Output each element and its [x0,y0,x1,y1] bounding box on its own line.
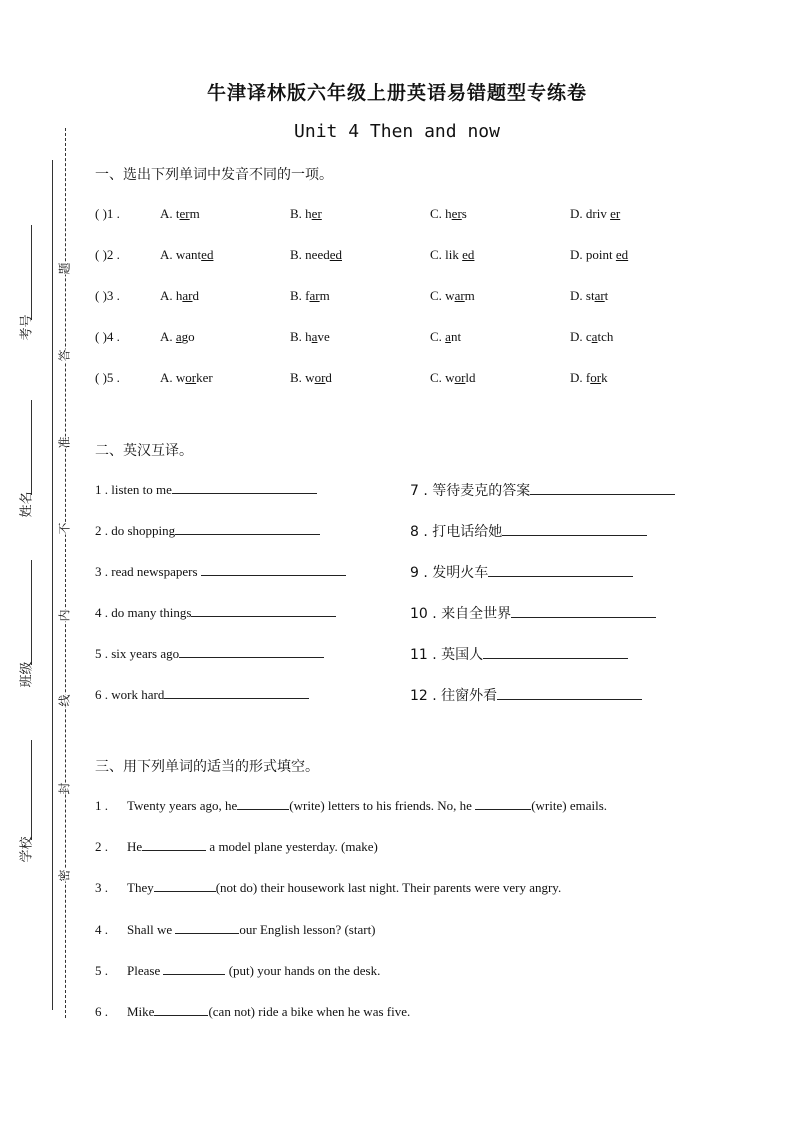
answer-blank[interactable] [488,564,633,577]
translation-item [95,563,346,580]
translation-prompt: 10 . 来自全世界 [410,606,512,622]
translation-item [410,521,647,541]
option-text: D. point [570,247,616,262]
translation-prompt: 6 . work hard [95,687,165,702]
page-subtitle: Unit 4 Then and now [294,121,500,142]
underlined-sound: or [454,370,466,385]
question-number: 4 . [95,921,108,937]
exam-number-field[interactable] [31,225,33,320]
answer-blank[interactable] [475,797,531,810]
translation-item [95,481,317,498]
phonics-option[interactable] [570,288,608,304]
question-number: 1 . [95,798,108,813]
option-text: B. need [290,247,330,262]
question-number: 3 . [95,880,108,896]
option-text: k [601,370,608,385]
section2-heading: 二、英汉互译。 [95,443,193,459]
translation-prompt: 3 . read newspapers [95,564,201,579]
school-field[interactable] [31,740,33,840]
phonics-option[interactable] [430,329,461,345]
answer-blank[interactable] [201,563,346,576]
option-text: D. f [570,370,591,385]
translation-item [95,522,320,539]
option-text: A. h [160,288,183,303]
seal-char: 准 [54,436,75,448]
option-text: C. h [430,206,452,221]
option-text: B. w [290,370,315,385]
underlined-sound: or [314,370,326,385]
phonics-option[interactable] [430,288,475,304]
answer-blank[interactable] [142,838,206,851]
translation-item [95,645,324,662]
class-label: 班级 [19,661,35,688]
option-text: C. lik [430,247,463,262]
translation-item [410,644,628,664]
sentence-text: He [127,839,143,855]
question-number: ( )3 . [95,288,120,303]
option-text: ve [317,329,330,344]
answer-blank[interactable] [191,604,336,617]
phonics-option[interactable] [290,329,330,345]
phonics-option[interactable] [160,329,195,345]
seal-char: 封 [54,782,75,794]
section1-heading: 一、选出下列单词中发音不同的一项。 [95,167,333,183]
phonics-option[interactable] [160,206,200,222]
option-text: d [192,288,199,303]
class-field[interactable] [31,560,33,665]
underlined-sound: er [179,206,190,221]
answer-blank[interactable] [502,523,647,536]
underlined-sound: ed [615,247,629,262]
option-text: m [464,288,475,303]
sentence-text: They [127,880,154,896]
answer-blank[interactable] [172,481,317,494]
option-text: C. w [430,370,455,385]
phonics-option[interactable] [160,370,213,386]
option-text: D. driv [570,206,611,221]
option-text: s [461,206,467,221]
exam-number-label: 考号 [19,314,35,341]
fill-blank-item [95,962,380,979]
answer-blank[interactable] [154,1003,208,1016]
underlined-sound: ar [182,288,193,303]
option-text: B. h [290,206,312,221]
translation-prompt: 8 . 打电话给她 [410,524,503,540]
option-text: D. st [570,288,595,303]
answer-blank[interactable] [163,962,225,975]
answer-blank[interactable] [497,687,642,700]
sentence-text: (write) emails. [531,798,608,813]
phonics-option[interactable] [290,206,322,222]
translation-item [410,562,633,582]
question-number: ( )2 . [95,247,120,262]
sentence-text: Twenty years ago, he [127,798,238,813]
answer-blank[interactable] [179,645,324,658]
seal-char: 题 [54,262,75,274]
option-text: B. f [290,288,310,303]
option-text: go [181,329,195,344]
answer-blank[interactable] [530,482,675,495]
phonics-option[interactable] [570,247,628,263]
translation-item [410,685,642,705]
translation-prompt: 9 . 发明火车 [410,565,489,581]
underlined-sound: er [610,206,621,221]
section3-heading: 三、用下列单词的适当的形式填空。 [95,759,319,775]
option-text: nt [450,329,462,344]
option-text: C. w [430,288,455,303]
option-text: A. [160,329,176,344]
option-text: C. [430,329,446,344]
fill-blank-item [95,797,607,814]
answer-blank[interactable] [237,797,289,810]
question-number: 2 . [95,839,108,855]
fill-blank-item [95,838,378,855]
question-number: ( )1 . [95,206,120,221]
phonics-option[interactable] [290,288,330,304]
underlined-sound: a [445,329,451,344]
option-text: B. h [290,329,312,344]
fill-blank-item [95,1003,410,1020]
answer-blank[interactable] [483,646,628,659]
sentence-text: Mike [127,1004,155,1019]
page-title: 牛津译林版六年级上册英语易错题型专练卷 [206,82,587,104]
phonics-option[interactable] [430,370,476,386]
underlined-sound: ar [454,288,465,303]
answer-blank[interactable] [511,605,656,618]
seal-char: 内 [54,609,75,621]
sentence-text: Please [127,962,164,978]
translation-prompt: 12 . 往窗外看 [410,688,498,704]
question-number: 6 . [95,1004,108,1019]
translation-prompt: 1 . listen to me [95,482,172,497]
phonics-option[interactable] [290,370,332,386]
binding-solid-line [52,160,53,1010]
sentence-text: our English lesson? (start) [239,921,376,937]
name-field[interactable] [31,400,33,495]
underlined-sound: ar [594,288,605,303]
sentence-text: a model plane yesterday. (make) [206,839,378,855]
fill-blank-item [95,921,376,938]
option-text: A. t [160,206,180,221]
phonics-option[interactable] [290,247,342,263]
translation-item [410,603,656,623]
underlined-sound: a [311,329,318,344]
translation-prompt: 11 . 英国人 [410,647,484,663]
underlined-sound: er [451,206,462,221]
underlined-sound: er [311,206,322,221]
phonics-option[interactable] [430,247,474,263]
answer-blank[interactable] [175,921,239,934]
underlined-sound: ed [201,247,214,262]
option-text: d [325,370,332,385]
underlined-sound: ed [462,247,475,262]
option-text: D. c [570,329,592,344]
phonics-option[interactable] [570,206,620,222]
seal-char: 密 [54,869,75,881]
answer-blank[interactable] [175,522,320,535]
question-number: ( )5 . [95,370,120,385]
option-text: tch [597,329,614,344]
sentence-text: (put) your hands on the desk. [225,962,381,978]
question-number: ( )4 . [95,329,120,344]
underlined-sound: ed [329,247,342,262]
translation-prompt: 2 . do shopping [95,523,176,538]
option-text: A. want [160,247,202,262]
phonics-option[interactable] [160,247,213,263]
seal-char: 答 [54,349,75,361]
answer-blank[interactable] [154,879,216,892]
option-text: t [604,288,609,303]
sentence-text: (not do) their housework last night. Their parents were very angry. [215,880,562,896]
sentence-text: (write) letters to his friends. No, he [289,798,476,813]
underlined-sound: ar [309,288,320,303]
phonics-option[interactable] [430,206,467,222]
option-text: ld [465,370,476,385]
option-text: A. w [160,370,186,385]
underlined-sound: a [175,329,182,344]
phonics-option[interactable] [160,288,199,304]
translation-item [410,480,675,500]
translation-item [95,604,336,621]
translation-prompt: 7 . 等待麦克的答案 [410,483,531,499]
underlined-sound: or [185,370,197,385]
seal-char: 线 [54,694,75,706]
underlined-sound: a [591,329,598,344]
option-text: m [189,206,200,221]
translation-prompt: 4 . do many things [95,605,192,620]
seal-char: 不 [54,522,75,534]
name-label: 姓名 [19,491,35,518]
sentence-text: (can not) ride a bike when he was five. [208,1004,411,1019]
option-text: ker [196,370,213,385]
phonics-option[interactable] [570,329,613,345]
translation-item [95,686,309,703]
question-number: 5 . [95,962,108,978]
option-text: m [319,288,330,303]
school-label: 学校 [19,836,35,863]
phonics-option[interactable] [570,370,608,386]
sentence-text: Shall we [127,921,176,937]
fill-blank-item [95,879,561,896]
answer-blank[interactable] [164,686,309,699]
underlined-sound: or [590,370,602,385]
translation-prompt: 5 . six years ago [95,646,180,661]
